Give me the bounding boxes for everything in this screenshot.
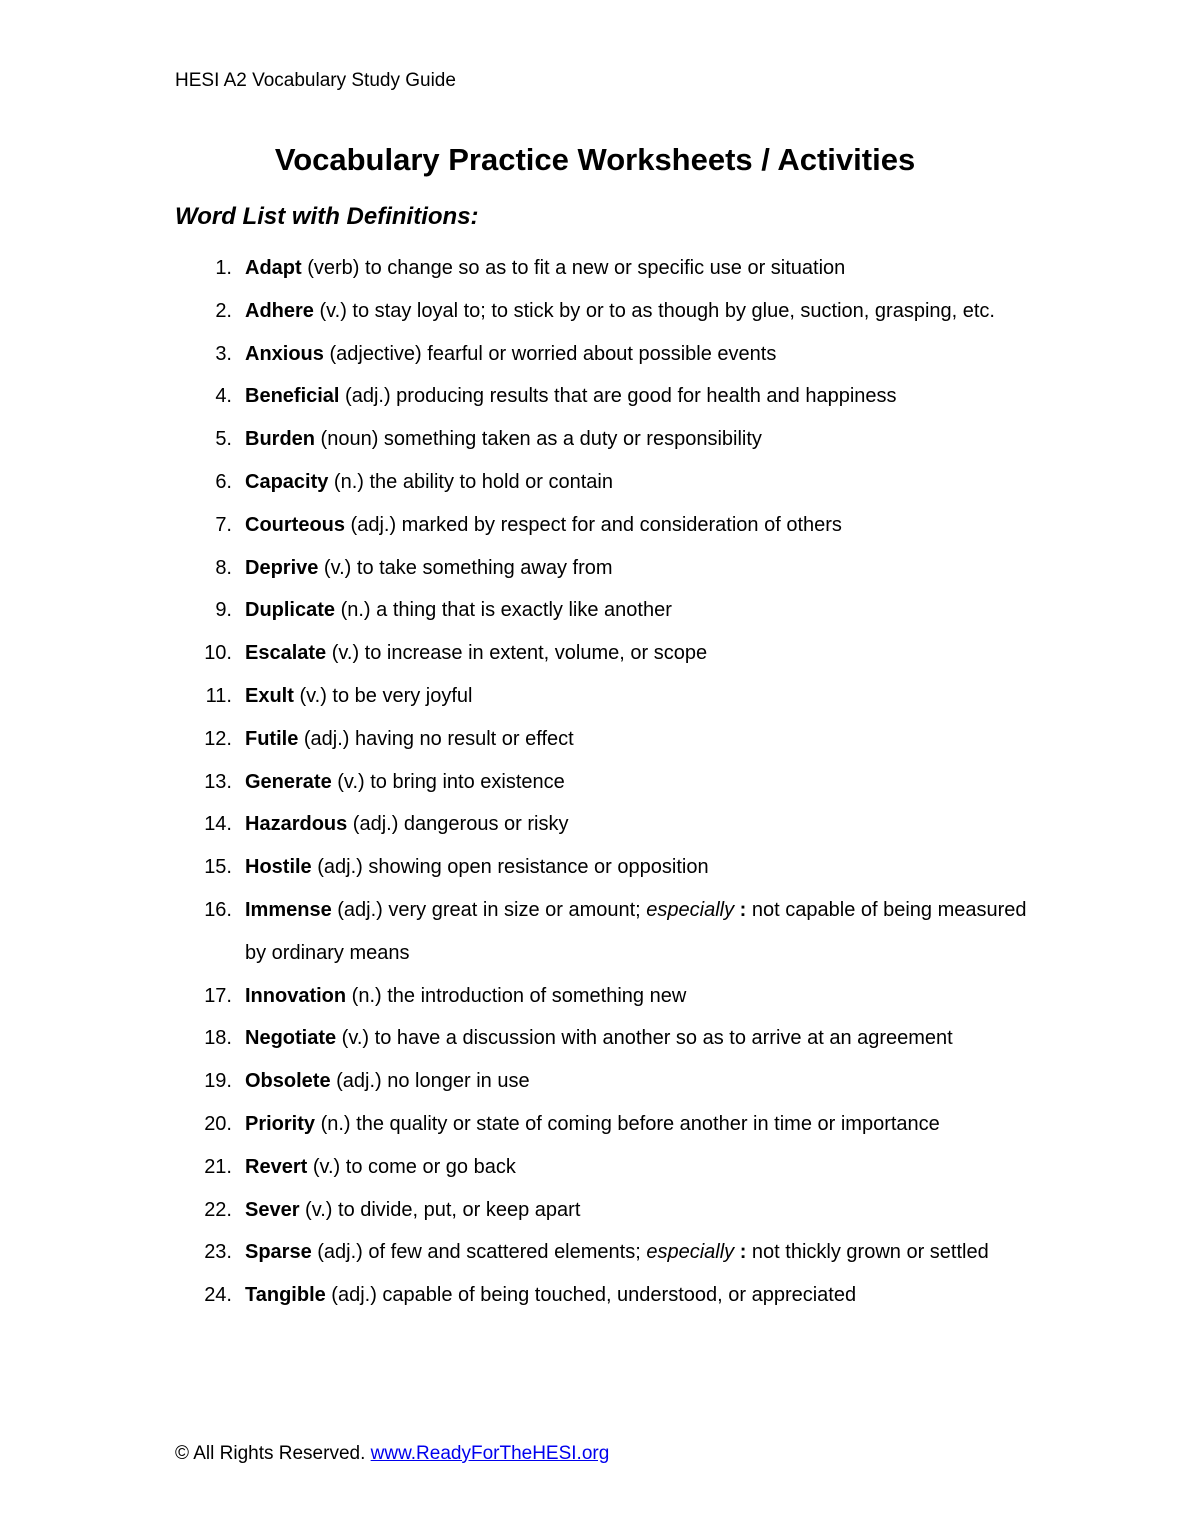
item-number: 18. bbox=[204, 1027, 232, 1050]
section-subtitle: Word List with Definitions: bbox=[175, 203, 479, 230]
definition: (adj.) of few and scattered elements; bbox=[311, 1241, 647, 1264]
vocab-word: Sever bbox=[245, 1198, 300, 1221]
definition: (v.) to be very joyful bbox=[293, 684, 473, 707]
website-link[interactable]: www.ReadyForTheHESI.org bbox=[370, 1443, 610, 1464]
definition: (adj.) dangerous or risky bbox=[347, 813, 569, 836]
list-item bbox=[0, 333, 1190, 376]
definition: (v.) to come or go back bbox=[307, 1155, 516, 1178]
definition: (verb) to change so as to fit a new or specific use or situation bbox=[301, 257, 846, 279]
definition: (v.) to divide, put, or keep apart bbox=[299, 1198, 581, 1221]
definition: (adj.) very great in size or amount; bbox=[331, 898, 647, 921]
list-item bbox=[0, 761, 1190, 804]
vocab-word: Innovation bbox=[245, 984, 347, 1007]
item-number: 9. bbox=[215, 599, 232, 622]
vocab-word: Obsolete bbox=[245, 1070, 331, 1093]
definition: (n.) the introduction of something new bbox=[346, 984, 687, 1007]
vocab-word: Negotiate bbox=[245, 1027, 337, 1050]
item-number: 6. bbox=[215, 470, 232, 493]
list-item bbox=[0, 675, 1190, 718]
vocab-word: Hostile bbox=[245, 856, 312, 879]
emphasis: especially bbox=[646, 1241, 735, 1264]
list-item bbox=[0, 1103, 1190, 1146]
definition: (adj.) capable of being touched, understood, or appreciated bbox=[325, 1284, 857, 1307]
item-number: 5. bbox=[215, 428, 232, 451]
list-item bbox=[0, 1274, 1190, 1317]
definition: (adj.) having no result or effect bbox=[298, 727, 574, 750]
definition-rest: not capable of being measured by ordinary means bbox=[245, 898, 1027, 964]
item-number: 24. bbox=[204, 1284, 232, 1307]
item-number: 4. bbox=[215, 385, 232, 408]
vocab-word: Sparse bbox=[245, 1241, 312, 1264]
item-number: 11. bbox=[205, 684, 232, 707]
definition: (adj.) no longer in use bbox=[330, 1070, 530, 1093]
list-item bbox=[0, 1146, 1190, 1189]
definition: (n.) the ability to hold or contain bbox=[328, 470, 613, 493]
item-number: 14. bbox=[204, 813, 232, 836]
definition: (adj.) showing open resistance or opposition bbox=[311, 856, 709, 879]
vocab-word: Capacity bbox=[245, 470, 329, 493]
list-item bbox=[0, 803, 1190, 846]
vocab-word: Revert bbox=[245, 1155, 308, 1178]
definition: (v.) to bring into existence bbox=[331, 770, 565, 793]
definition: (noun) something taken as a duty or responsibility bbox=[315, 428, 762, 451]
list-item bbox=[0, 375, 1190, 418]
emphasis: especially bbox=[646, 898, 735, 921]
vocab-word: Adhere bbox=[245, 299, 314, 322]
list-item bbox=[0, 589, 1190, 632]
colon: : bbox=[734, 898, 747, 921]
definition: (v.) to increase in extent, volume, or scope bbox=[326, 642, 708, 665]
word-list bbox=[0, 247, 1190, 1317]
definition: (adjective) fearful or worried about possible events bbox=[323, 342, 777, 365]
list-item bbox=[0, 1231, 1190, 1274]
footer bbox=[175, 1443, 609, 1465]
item-number: 15. bbox=[204, 856, 232, 879]
list-item bbox=[0, 247, 1190, 290]
list-item bbox=[0, 290, 1190, 333]
vocab-word: Priority bbox=[245, 1112, 316, 1135]
list-item bbox=[0, 547, 1190, 590]
definition: (v.) to take something away from bbox=[318, 556, 613, 579]
definition: (adj.) producing results that are good for health and happiness bbox=[339, 385, 897, 408]
vocab-word: Escalate bbox=[245, 642, 327, 665]
list-item bbox=[0, 1060, 1190, 1103]
colon: : bbox=[734, 1241, 747, 1264]
definition: (n.) a thing that is exactly like another bbox=[335, 599, 672, 622]
item-number: 22. bbox=[204, 1198, 232, 1221]
item-number: 23. bbox=[204, 1241, 232, 1264]
list-item bbox=[0, 504, 1190, 547]
definition: (v.) to have a discussion with another so as to arrive at an agreement bbox=[336, 1027, 953, 1050]
definition: (v.) to stay loyal to; to stick by or to as though by glue, suction, grasping, etc. bbox=[313, 299, 995, 322]
vocab-word: Hazardous bbox=[245, 813, 348, 836]
definition: (adj.) marked by respect for and consideration of others bbox=[345, 513, 842, 536]
page-title: Vocabulary Practice Worksheets / Activities bbox=[274, 142, 916, 177]
vocab-word: Duplicate bbox=[245, 599, 336, 622]
vocab-word: Exult bbox=[245, 684, 294, 707]
item-number: 1. bbox=[215, 257, 232, 279]
vocab-word: Deprive bbox=[245, 556, 319, 579]
item-number: 10. bbox=[204, 642, 232, 665]
item-number: 7. bbox=[215, 513, 232, 536]
vocab-word: Beneficial bbox=[245, 385, 340, 408]
vocab-word: Courteous bbox=[245, 513, 345, 536]
definition-rest: not thickly grown or settled bbox=[746, 1241, 989, 1264]
vocab-word: Futile bbox=[245, 727, 299, 750]
list-item bbox=[0, 718, 1190, 761]
vocab-word: Anxious bbox=[245, 342, 324, 365]
list-item bbox=[0, 461, 1190, 504]
item-number: 21. bbox=[204, 1155, 232, 1178]
list-item bbox=[0, 632, 1190, 675]
item-number: 8. bbox=[215, 556, 232, 579]
item-number: 17. bbox=[204, 984, 232, 1007]
item-number: 2. bbox=[215, 299, 232, 322]
item-number: 12. bbox=[204, 727, 232, 750]
list-item bbox=[0, 1017, 1190, 1060]
copyright-text: © All Rights Reserved. bbox=[175, 1443, 371, 1464]
definition: (n.) the quality or state of coming before another in time or importance bbox=[315, 1112, 940, 1135]
running-header: HESI A2 Vocabulary Study Guide bbox=[175, 70, 456, 91]
vocab-word: Tangible bbox=[245, 1284, 326, 1307]
vocab-word: Adapt bbox=[245, 257, 302, 279]
list-item bbox=[0, 846, 1190, 889]
vocab-word: Immense bbox=[245, 898, 332, 921]
list-item bbox=[0, 975, 1190, 1018]
item-number: 19. bbox=[204, 1070, 232, 1093]
list-item bbox=[0, 1189, 1190, 1232]
item-number: 20. bbox=[204, 1112, 232, 1135]
item-number: 3. bbox=[215, 342, 232, 365]
item-number: 16. bbox=[204, 898, 232, 921]
list-item bbox=[0, 889, 1190, 975]
vocab-word: Generate bbox=[245, 770, 332, 793]
item-number: 13. bbox=[204, 770, 232, 793]
list-item bbox=[0, 418, 1190, 461]
vocab-word: Burden bbox=[245, 428, 315, 451]
